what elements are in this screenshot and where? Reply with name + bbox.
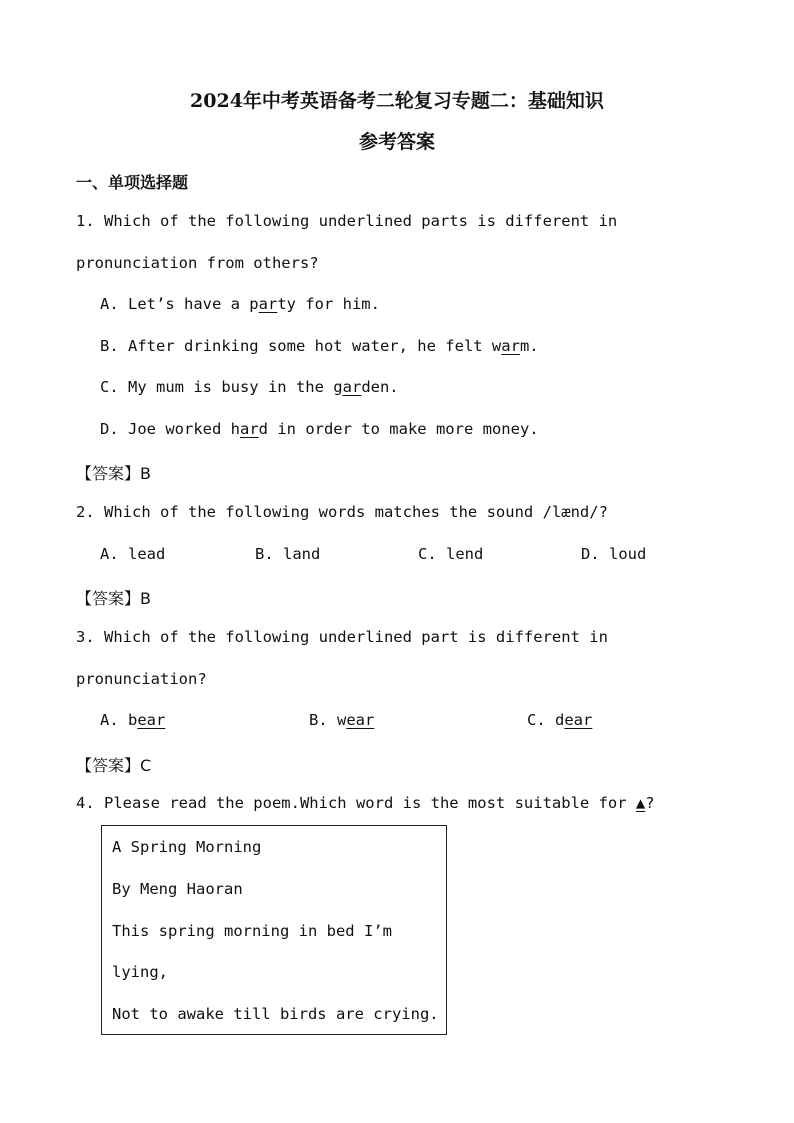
question-1-line-1: 1. Which of the following underlined parts is different in [76,212,618,230]
option-b-underlined: ear [346,711,375,729]
option-b-underlined: ar [501,337,520,355]
section-heading: 一、单项选择题 [76,173,189,192]
blank-triangle-marker: ▲ [635,794,646,812]
option-a-text: A. Let’s have a p [100,295,259,313]
question-1-answer: 【答案】B [76,464,151,483]
option-c-text: C. d [527,711,565,729]
question-2-option-d: D. loud [581,545,647,563]
option-b-text: B. w [309,711,347,729]
question-2-option-a: A. lead [100,545,166,563]
document-title: 2024年中考英语备考二轮复习专题二：基础知识 [190,90,604,112]
question-3-option-c [527,711,592,729]
option-d-rest: d in order to make more money. [258,420,539,438]
question-1-line-2: pronunciation from others? [76,254,319,272]
question-3-line-1: 3. Which of the following underlined part is different in [76,628,608,646]
question-1-option-a [100,295,380,313]
poem-box [101,825,447,1035]
poem-title: A Spring Morning [112,838,262,856]
poem-author: By Meng Haoran [112,880,243,898]
option-a-text: A. b [100,711,138,729]
question-4-text: 4. Please read the poem.Which word is the most suitable for [76,794,636,812]
question-1-option-c [100,378,399,396]
question-1-option-b [100,337,539,355]
option-b-text: B. After drinking some hot water, he felt w [100,337,502,355]
question-1-option-d [100,420,539,438]
question-2-line-1: 2. Which of the following words matches the sound /lænd/? [76,503,608,521]
poem-line-1: This spring morning in bed I’m [112,922,392,940]
option-a-rest: ty for him. [277,295,380,313]
option-c-underlined: ear [564,711,593,729]
question-3-answer: 【答案】C [76,756,152,775]
question-2-option-c: C. lend [418,545,484,563]
question-4-mark: ? [645,794,655,812]
option-d-underlined: ar [239,420,259,438]
question-3-line-2: pronunciation? [76,670,207,688]
option-a-underlined: ar [258,295,278,313]
document-subtitle: 参考答案 [358,131,435,153]
option-d-text: D. Joe worked h [100,420,240,438]
poem-line-3: Not to awake till birds are crying. [112,1005,439,1023]
option-c-text: C. My mum is busy in the g [100,378,343,396]
question-2-answer: 【答案】B [76,589,151,608]
option-a-underlined: ear [137,711,166,729]
option-b-rest: m. [519,337,539,355]
option-c-underlined: ar [342,378,362,396]
option-c-rest: den. [361,378,399,396]
question-2-option-b: B. land [255,545,321,563]
question-3-option-a [100,711,165,729]
question-3-option-b [309,711,374,729]
question-4-line-1 [76,794,655,812]
poem-line-2: lying, [112,963,168,981]
